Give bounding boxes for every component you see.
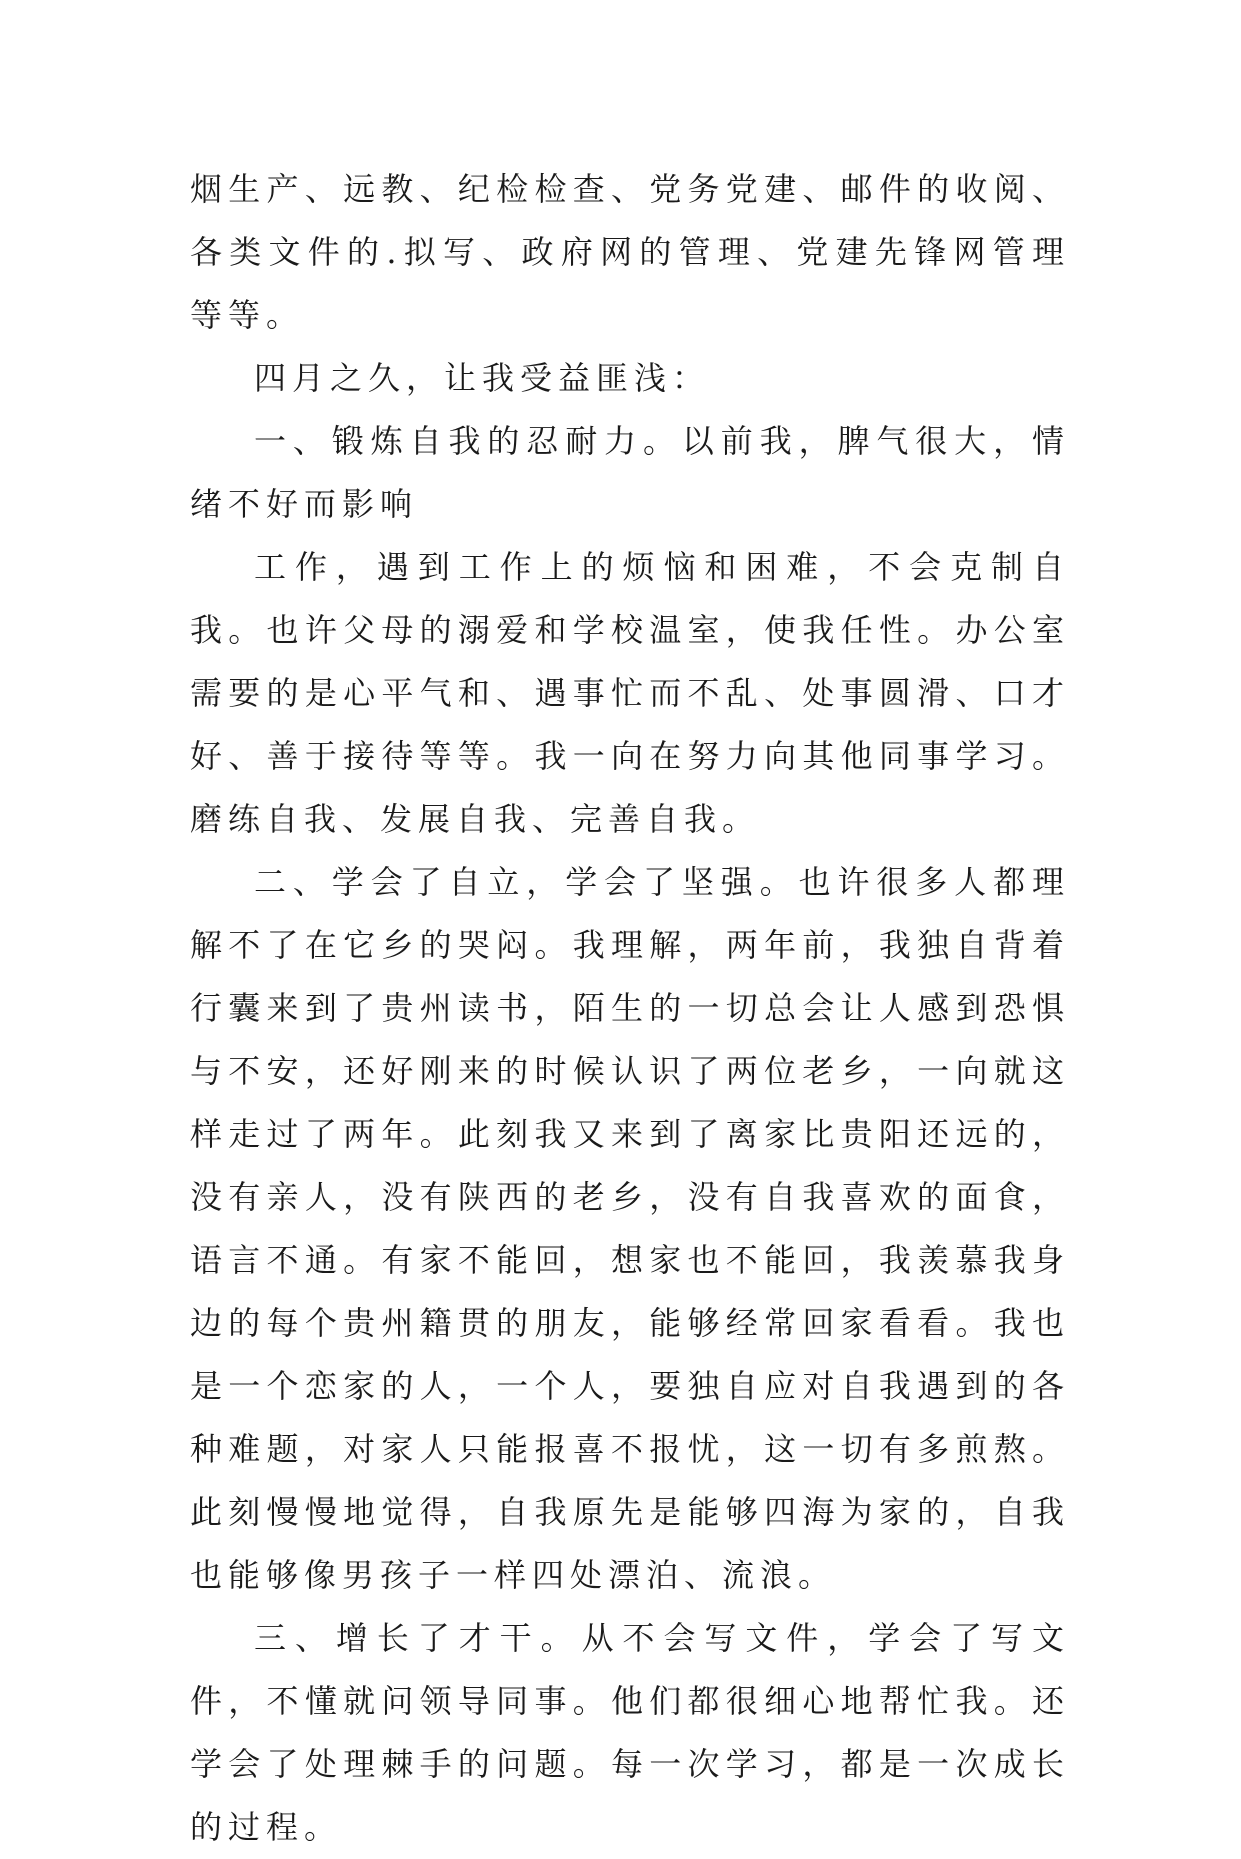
paragraph-intro-benefits: 四月之久，让我受益匪浅： bbox=[254, 359, 711, 397]
document-body bbox=[190, 158, 1070, 1859]
paragraph-point-one: 一、锻炼自我的忍耐力。以前我，脾气很大，情绪不好而影响 bbox=[190, 422, 1070, 523]
paragraph-continued-duties: 烟生产、远教、纪检检查、党务党建、邮件的收阅、各类文件的.拟写、政府网的管理、党建先锋网管理等等。 bbox=[190, 170, 1070, 334]
paragraph-point-three: 三、增长了才干。从不会写文件，学会了写文件，不懂就问领导同事。他们都很细心地帮忙我。还学会了处理棘手的问题。每一次学习，都是一次成长的过程。 bbox=[190, 1619, 1070, 1846]
paragraph-point-one-continued: 工作，遇到工作上的烦恼和困难，不会克制自我。也许父母的溺爱和学校温室，使我任性。办公室需要的是心平气和、遇事忙而不乱、处事圆滑、口才好、善于接待等等。我一向在努力向其他同事学习。磨练自我、发展自我、完善自我。 bbox=[190, 548, 1070, 838]
paragraph-point-two: 二、学会了自立，学会了坚强。也许很多人都理解不了在它乡的哭闷。我理解，两年前，我独自背着行囊来到了贵州读书，陌生的一切总会让人感到恐惧与不安，还好刚来的时候认识了两位老乡，一向就这样走过了两年。此刻我又来到了离家比贵阳还远的，没有亲人，没有陕西的老乡，没有自我喜欢的面食，语言不通。有家不能回，想家也不能回，我羡慕我身边的每个贵州籍贯的朋友，能够经常回家看看。我也是一个恋家的人，一个人，要独自应对自我遇到的各种难题，对家人只能报喜不报忧，这一切有多煎熬。此刻慢慢地觉得，自我原先是能够四海为家的，自我也能够像男孩子一样四处漂泊、流浪。 bbox=[190, 863, 1070, 1594]
